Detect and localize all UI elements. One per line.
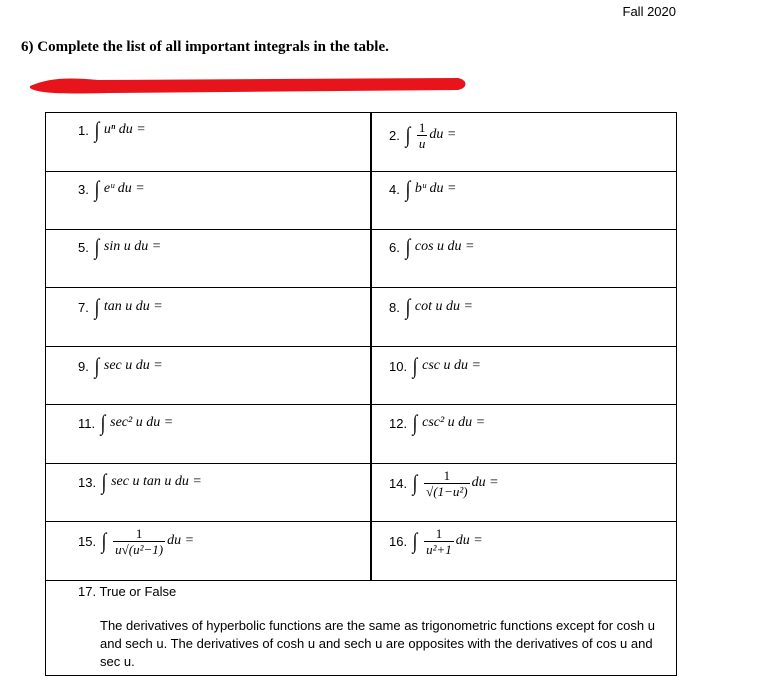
item-number: 5. bbox=[78, 239, 89, 255]
fraction-denominator: u√(u²−1) bbox=[115, 541, 164, 557]
item-number: 14. bbox=[389, 475, 408, 491]
integral-10 bbox=[389, 354, 481, 378]
integral-sign-icon: ∫ bbox=[94, 353, 100, 378]
integral-expression: sin u du = bbox=[103, 239, 162, 254]
item-number: 9. bbox=[78, 358, 89, 374]
redaction-mark bbox=[28, 74, 468, 96]
integral-13 bbox=[78, 470, 202, 494]
item-number: 7. bbox=[78, 299, 89, 315]
item-number: 2. bbox=[389, 127, 400, 143]
integral-sign-icon: ∫ bbox=[405, 294, 411, 319]
item-number: 3. bbox=[78, 181, 89, 197]
integral-sign-icon: ∫ bbox=[94, 294, 100, 319]
integral-1 bbox=[78, 118, 146, 142]
fraction bbox=[113, 526, 165, 557]
integral-expression: tan u du = bbox=[103, 299, 163, 314]
integral-sign-icon: ∫ bbox=[412, 528, 418, 553]
integral-15 bbox=[78, 524, 194, 558]
fraction-denominator: √(1−u²) bbox=[426, 483, 468, 499]
item-number: 12. bbox=[389, 415, 408, 431]
item-number: 8. bbox=[389, 299, 400, 315]
integral-expression: cot u du = bbox=[414, 299, 473, 314]
integral-14 bbox=[389, 466, 499, 500]
integral-expression: du = bbox=[455, 533, 483, 548]
integral-12 bbox=[389, 411, 485, 435]
item-number: 1. bbox=[78, 122, 89, 138]
fraction bbox=[424, 468, 469, 499]
integral-expression: sec u tan u du = bbox=[111, 474, 202, 489]
fraction bbox=[424, 526, 454, 557]
true-false-label: 17. True or False bbox=[78, 584, 177, 599]
integral-sign-icon: ∫ bbox=[412, 410, 418, 435]
item-number: 10. bbox=[389, 358, 408, 374]
integral-expression: eᵘ du = bbox=[103, 181, 145, 196]
fraction-numerator: 1 bbox=[418, 119, 426, 135]
integral-expression: csc² u du = bbox=[422, 415, 486, 430]
integral-4 bbox=[389, 177, 456, 201]
integral-5 bbox=[78, 235, 161, 259]
integral-expression: sec² u du = bbox=[110, 415, 174, 430]
integral-expression: sec u du = bbox=[103, 358, 163, 373]
integral-sign-icon: ∫ bbox=[405, 122, 411, 147]
integral-sign-icon: ∫ bbox=[405, 234, 411, 259]
integral-9 bbox=[78, 354, 163, 378]
item-number: 4. bbox=[389, 181, 400, 197]
item-number: 11. bbox=[78, 415, 96, 431]
true-false-statement: The derivatives of hyperbolic functions are the same as trigonometric functions except for cosh u and sech u. The derivatives of cosh u and sech u are opposites with the derivatives of cos u and sec u. bbox=[100, 618, 655, 669]
fraction bbox=[417, 120, 428, 151]
integral-sign-icon: ∫ bbox=[100, 410, 106, 435]
integral-expression: uⁿ du = bbox=[103, 122, 146, 137]
integral-expression: du = bbox=[471, 475, 499, 490]
integral-sign-icon: ∫ bbox=[405, 176, 411, 201]
fraction-numerator: 1 bbox=[135, 525, 143, 541]
integral-sign-icon: ∫ bbox=[94, 234, 100, 259]
fraction-denominator: u²+1 bbox=[426, 541, 452, 557]
fraction-numerator: 1 bbox=[443, 467, 451, 483]
integral-7 bbox=[78, 295, 163, 319]
integral-expression: du = bbox=[429, 127, 457, 142]
integral-3 bbox=[78, 177, 145, 201]
integral-11 bbox=[78, 411, 173, 435]
item-number: 13. bbox=[78, 474, 97, 490]
fraction-numerator: 1 bbox=[435, 525, 443, 541]
item-number: 16. bbox=[389, 533, 408, 549]
integral-8 bbox=[389, 295, 473, 319]
integral-16 bbox=[389, 524, 483, 558]
item-number: 15. bbox=[78, 533, 97, 549]
question-title: 6) Complete the list of all important integrals in the table. bbox=[21, 39, 389, 55]
integral-sign-icon: ∫ bbox=[101, 528, 107, 553]
integral-expression: du = bbox=[167, 533, 195, 548]
integral-sign-icon: ∫ bbox=[412, 353, 418, 378]
integral-sign-icon: ∫ bbox=[94, 176, 100, 201]
integral-2 bbox=[389, 118, 456, 152]
fraction-denominator: u bbox=[418, 135, 426, 151]
integral-expression: cos u du = bbox=[414, 239, 475, 254]
integral-sign-icon: ∫ bbox=[412, 470, 418, 495]
integral-expression: bᵘ du = bbox=[414, 181, 457, 196]
column-divider bbox=[370, 113, 372, 580]
item-number: 6. bbox=[389, 239, 400, 255]
integral-sign-icon: ∫ bbox=[94, 117, 100, 142]
integral-expression: csc u du = bbox=[422, 358, 481, 373]
integral-sign-icon: ∫ bbox=[101, 469, 107, 494]
integral-6 bbox=[389, 235, 474, 259]
semester-label: Fall 2020 bbox=[622, 4, 676, 19]
